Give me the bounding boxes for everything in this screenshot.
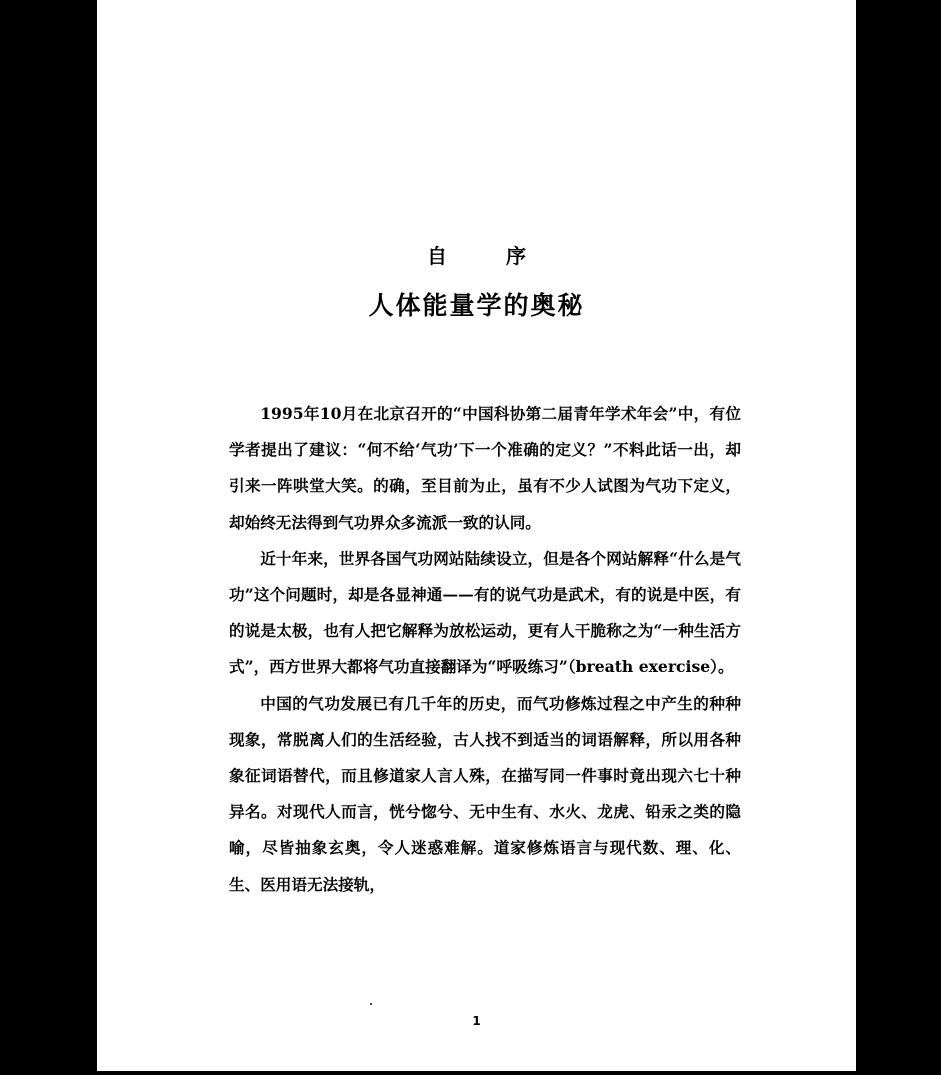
paragraph-3: 中国的气功发展已有几千年的历史，而气功修炼过程之中产生的种种现象，常脱离人们的生活经验，古人找不到适当的词语解释，所以用各种象征词语替代，而且修道家人言人殊，在描写同一件事时竟出现六七十种异名。对现代人而言，恍兮惚兮、无中生有、水火、龙虎、铅汞之类的隐喻，尽皆抽象玄奥，令人迷惑难解。道家修炼语言与现代数、理、化、生、医用语无法接轨， <box>229 693 741 894</box>
scan-speck <box>370 1003 372 1005</box>
body-text <box>229 396 741 903</box>
preface-heading: 自 序 <box>427 244 552 268</box>
page-bottom-edge <box>97 1071 856 1073</box>
paragraph-2: 近十年来，世界各国气功网站陆续设立，但是各个网站解释“什么是气功”这个问题时，却是各显神通——有的说气功是武术，有的说是中医，有的说是太极，也有人把它解释为放松运动，更有人干脆称之为“一种生活方式”，西方世界大都将气功直接翻译为“呼吸练习”（breath exercise）。 <box>229 548 741 677</box>
paragraph-1: 1995年10月在北京召开的“中国科协第二届青年学术年会”中，有位学者提出了建议：“何不给‘气功’下一个准确的定义？”不料此话一出，却引来一阵哄堂大笑。的确，至目前为止，虽有不少人试图为气功下定义，却始终无法得到气功界众多流派一致的认同。 <box>229 404 741 532</box>
page-number: 1 <box>472 1014 481 1028</box>
document-page <box>97 0 856 1073</box>
page-title: 人体能量学的奥秘 <box>368 291 585 320</box>
